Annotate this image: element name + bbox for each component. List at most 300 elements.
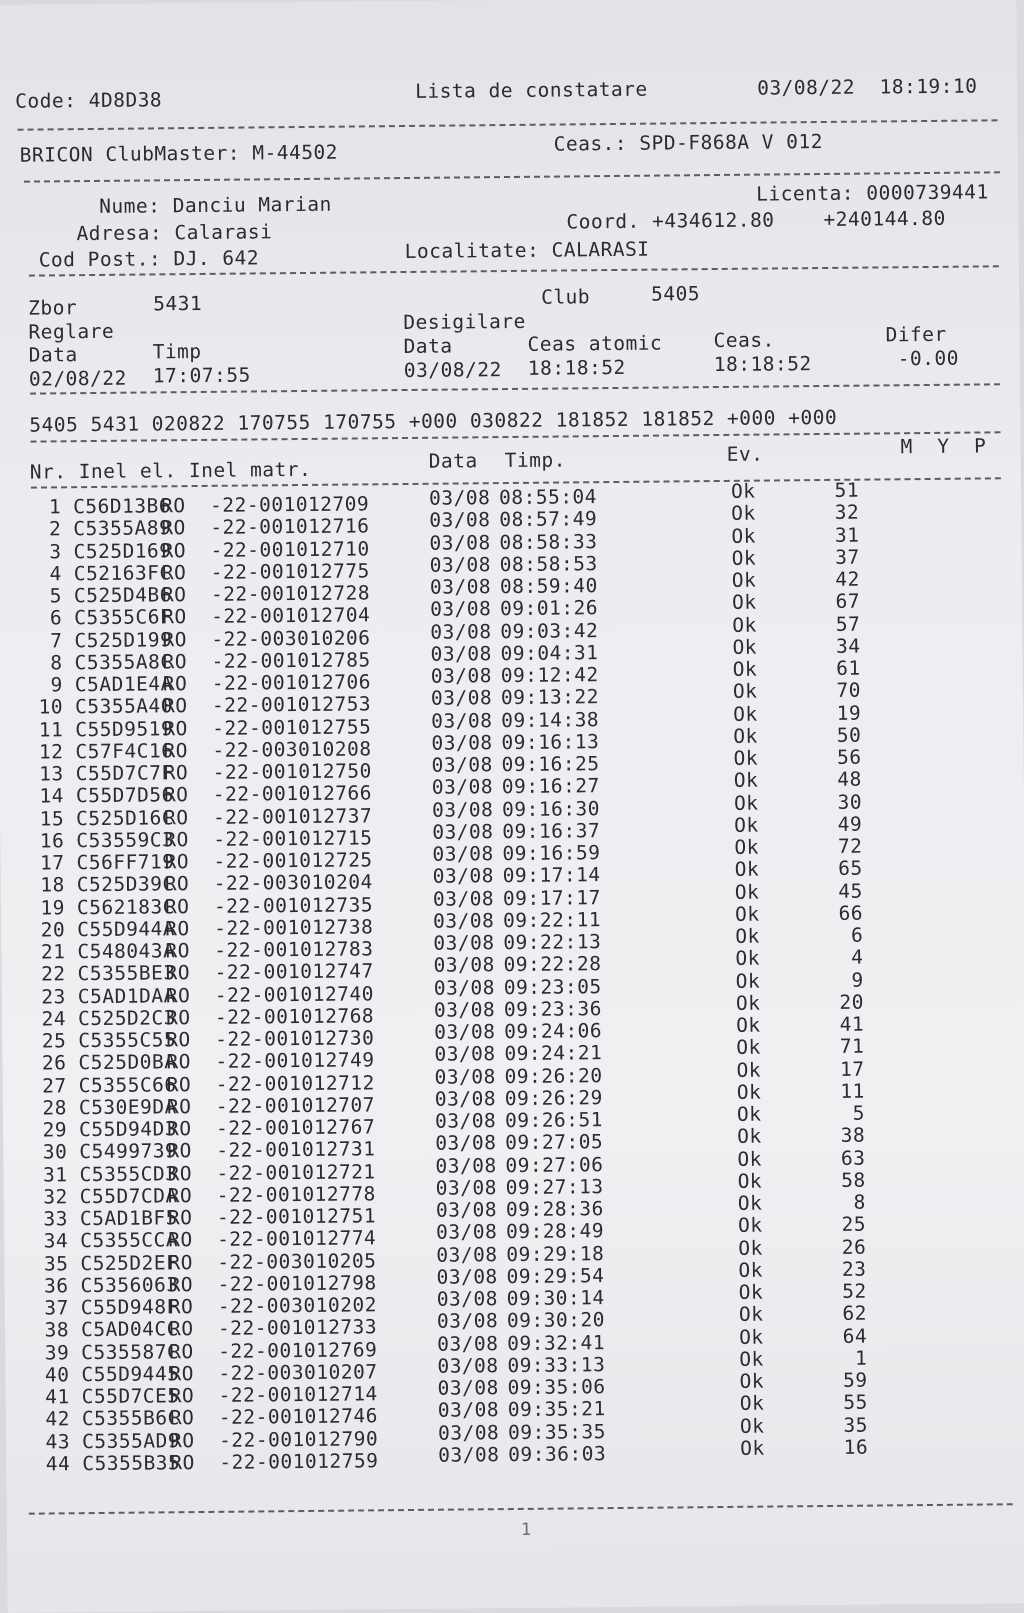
position-number: 41 — [839, 1012, 865, 1036]
arrival-date: 03/08 — [437, 1376, 499, 1400]
row-number: 37 — [44, 1296, 69, 1320]
arrival-date: 03/08 — [437, 1331, 499, 1356]
arrival-time: 09:23:36 — [503, 996, 602, 1021]
electronic-ring: C5355B35 — [82, 1450, 181, 1475]
position-number: 42 — [835, 567, 860, 591]
row-number: 29 — [42, 1118, 68, 1142]
document-title: Lista de constatare — [415, 77, 648, 103]
row-number: 36 — [44, 1274, 69, 1298]
ring-registration: RO -22-001012785 — [162, 648, 371, 674]
arrival-time: 09:35:06 — [507, 1375, 606, 1400]
electronic-ring: C525D169 — [73, 538, 172, 563]
event-status: Ok — [732, 635, 758, 659]
arrival-time: 08:59:40 — [499, 574, 598, 599]
arrival-time: 08:58:53 — [499, 551, 598, 576]
ring-registration: RO -22-001012775 — [161, 559, 370, 585]
row-number: 23 — [41, 984, 66, 1009]
row-number: 11 — [38, 717, 64, 742]
row-number: 19 — [40, 895, 66, 920]
arrival-date: 03/08 — [429, 552, 492, 577]
arrival-date: 03/08 — [435, 1198, 498, 1222]
print-datetime: 03/08/22 18:19:10 — [757, 74, 978, 100]
event-status: Ok — [737, 1191, 763, 1215]
ring-registration: RO -22-001012790 — [169, 1426, 379, 1452]
electronic-ring: C535587C — [81, 1339, 180, 1364]
arrival-time: 09:28:49 — [505, 1219, 605, 1244]
electronic-ring: C55D94D3 — [78, 1117, 178, 1142]
atomic-clock-label: Ceas atomic — [527, 331, 663, 356]
row-number: 2 — [48, 517, 62, 541]
arrival-time: 09:24:06 — [504, 1019, 603, 1044]
arrival-time: 09:17:17 — [502, 885, 601, 910]
position-number: 65 — [838, 856, 863, 881]
arrival-date: 03/08 — [428, 486, 491, 510]
locality: Localitate: CALARASI — [404, 237, 650, 264]
electronic-ring: C5355C55 — [78, 1028, 177, 1053]
arrival-time: 09:16:30 — [501, 796, 601, 821]
electronic-ring: C57F4C16 — [75, 738, 174, 763]
ring-registration: RO -22-001012753 — [162, 692, 372, 718]
electronic-ring: C55D7D56 — [75, 783, 174, 808]
arrival-date: 03/08 — [437, 1353, 499, 1378]
arrival-date: 03/08 — [431, 730, 493, 755]
electronic-ring: C5356063 — [80, 1272, 179, 1297]
position-number: 30 — [837, 790, 863, 814]
arrival-time: 09:29:18 — [506, 1241, 605, 1266]
arrival-time: 09:27:13 — [505, 1174, 604, 1199]
ring-registration: RO -22-001012716 — [161, 514, 370, 540]
arrival-time: 09:28:36 — [505, 1197, 604, 1222]
electronic-ring: C5355A40 — [74, 694, 174, 719]
position-number: 1 — [854, 1346, 868, 1370]
ring-registration: RO -22-001012731 — [167, 1137, 376, 1163]
arrival-time: 09:22:28 — [503, 952, 602, 977]
event-status: Ok — [732, 657, 758, 681]
position-number: 9 — [851, 968, 864, 992]
row-number: 27 — [42, 1073, 67, 1098]
electronic-ring: C525D2C3 — [77, 1005, 177, 1030]
electronic-ring: C525D2EF — [80, 1250, 179, 1275]
position-number: 72 — [837, 834, 863, 858]
arrival-date: 03/08 — [434, 1020, 496, 1044]
arrival-time: 09:01:26 — [500, 596, 599, 621]
setting-date: 02/08/22 — [28, 366, 127, 391]
ring-registration: RO -22-001012749 — [166, 1048, 375, 1074]
unsealing-date-label: Data — [403, 334, 453, 359]
arrival-date: 03/08 — [432, 819, 494, 844]
position-number: 45 — [838, 879, 863, 903]
position-number: 71 — [839, 1034, 865, 1059]
event-status: Ok — [732, 679, 758, 704]
row-number: 12 — [38, 740, 64, 764]
event-status: Ok — [734, 857, 760, 882]
license-number: Licenta: 0000739441 — [756, 180, 989, 206]
electronic-ring: C55D9519 — [75, 716, 174, 741]
position-number: 8 — [853, 1190, 866, 1214]
arrival-time: 09:29:54 — [506, 1263, 605, 1288]
position-number: 37 — [835, 545, 860, 569]
arrival-date: 03/08 — [434, 1109, 497, 1133]
ring-registration: RO -22-003010207 — [169, 1360, 378, 1386]
event-status: Ok — [737, 1169, 763, 1193]
arrival-date: 03/08 — [431, 708, 493, 733]
setting-time: 17:07:55 — [152, 363, 251, 388]
event-status: Ok — [738, 1302, 764, 1327]
code-label: Code: 4D8D38 — [15, 88, 163, 113]
arrival-date: 03/08 — [435, 1175, 497, 1200]
table-header-event: Ev. — [726, 442, 764, 466]
row-number: 14 — [39, 784, 65, 808]
position-number: 23 — [841, 1257, 867, 1281]
position-number: 70 — [836, 678, 862, 703]
electronic-ring: C525D4B6 — [73, 583, 173, 608]
table-header-date: Data — [428, 449, 478, 473]
ring-registration: RO -22-003010202 — [168, 1293, 378, 1319]
electronic-ring: C5355A8C — [74, 650, 173, 674]
arrival-time: 09:27:05 — [505, 1130, 604, 1155]
position-number: 31 — [834, 523, 860, 547]
ring-registration: RO -22-001012733 — [168, 1315, 378, 1341]
event-status: Ok — [735, 991, 761, 1015]
separator — [17, 119, 997, 130]
arrival-date: 03/08 — [438, 1442, 500, 1467]
event-status: Ok — [739, 1325, 764, 1349]
event-status: Ok — [737, 1147, 763, 1171]
arrival-time: 09:35:21 — [507, 1397, 606, 1422]
ring-registration: RO -22-001012714 — [169, 1382, 378, 1408]
event-status: Ok — [739, 1347, 764, 1371]
row-number: 7 — [50, 628, 63, 652]
electronic-ring: C5AD1DAA — [77, 983, 176, 1008]
event-status: Ok — [734, 813, 759, 837]
row-number: 35 — [43, 1251, 69, 1276]
ring-registration: RO -22-001012746 — [169, 1404, 379, 1430]
position-number: 64 — [842, 1324, 868, 1348]
row-number: 8 — [50, 651, 63, 675]
arrival-date: 03/08 — [436, 1309, 499, 1333]
electronic-ring: C5355C6F — [74, 605, 173, 630]
position-number: 66 — [838, 901, 864, 925]
row-number: 41 — [45, 1385, 70, 1409]
row-number: 38 — [44, 1318, 70, 1342]
ring-registration: RO -22-001012725 — [164, 848, 373, 874]
setting-time-label: Timp — [152, 339, 202, 364]
ring-registration: RO -22-001012747 — [165, 959, 374, 985]
row-number: 44 — [45, 1452, 71, 1476]
arrival-time: 09:30:14 — [506, 1286, 605, 1311]
setting-date-label: Data — [28, 343, 78, 367]
ring-registration: RO -22-001012798 — [168, 1271, 377, 1297]
position-number: 59 — [842, 1368, 868, 1392]
arrival-time: 08:58:33 — [499, 529, 598, 554]
arrival-time: 09:36:03 — [508, 1441, 607, 1466]
electronic-ring: C5355A89 — [73, 516, 172, 541]
arrival-date: 03/08 — [434, 1086, 497, 1111]
flight-label: Zbor — [28, 296, 78, 320]
position-number: 48 — [837, 767, 862, 792]
position-number: 34 — [835, 634, 861, 658]
electronic-ring: C525D0BA — [78, 1050, 177, 1075]
position-number: 11 — [840, 1079, 865, 1103]
ring-registration: RO -22-003010206 — [162, 625, 371, 651]
electronic-ring: C5AD04CC — [80, 1317, 180, 1342]
clock-time: 18:18:52 — [713, 352, 812, 377]
ring-registration: RO -22-001012707 — [166, 1093, 376, 1119]
row-number: 33 — [43, 1207, 69, 1231]
ring-registration: RO -22-001012774 — [168, 1226, 377, 1252]
arrival-date: 03/08 — [433, 975, 496, 1000]
arrival-date: 03/08 — [430, 664, 493, 688]
arrival-date: 03/08 — [433, 997, 496, 1022]
electronic-ring: C55D948F — [80, 1295, 179, 1320]
row-number: 5 — [49, 584, 63, 608]
arrival-date: 03/08 — [434, 1042, 496, 1067]
electronic-ring: C55D7C7F — [75, 761, 174, 786]
arrival-time: 09:16:13 — [501, 729, 600, 754]
electronic-ring: C56D13B6 — [73, 494, 172, 519]
row-number: 40 — [44, 1363, 70, 1387]
event-status: Ok — [737, 1213, 763, 1238]
arrival-time: 09:16:37 — [502, 818, 601, 843]
position-number: 52 — [842, 1279, 867, 1303]
ring-registration: RO -22-001012755 — [163, 714, 372, 740]
row-number: 16 — [39, 829, 65, 853]
arrival-time: 09:32:41 — [507, 1330, 606, 1355]
electronic-ring: C5355B6C — [81, 1406, 180, 1431]
event-status: Ok — [734, 902, 760, 926]
difference-label: Difer — [885, 322, 947, 347]
ring-registration: RO -22-001012766 — [163, 781, 373, 807]
owner-address: Adresa: Calarasi — [76, 220, 273, 246]
unsealing-date: 03/08/22 — [403, 358, 502, 383]
event-status: Ok — [734, 835, 760, 859]
position-number: 57 — [835, 612, 861, 636]
arrival-time: 09:16:27 — [501, 774, 600, 799]
electronic-ring: C55D7CE5 — [81, 1384, 180, 1409]
postal-code: Cod Post.: DJ. 642 — [38, 246, 260, 272]
ring-registration: RO -22-001012751 — [167, 1204, 377, 1230]
ring-registration: RO -22-001012728 — [161, 581, 371, 607]
arrival-date: 03/08 — [435, 1131, 497, 1156]
club-label: Club — [541, 285, 591, 309]
ring-registration: RO -22-001012735 — [164, 892, 374, 918]
event-status: Ok — [739, 1414, 765, 1438]
atomic-time: 18:18:52 — [527, 355, 626, 380]
clock-label: Ceas. — [713, 328, 775, 353]
event-status: Ok — [740, 1436, 765, 1460]
electronic-ring: C56FF719 — [76, 850, 175, 875]
event-status: Ok — [731, 568, 757, 592]
row-number: 25 — [41, 1029, 67, 1053]
ring-registration: RO -22-001012730 — [166, 1026, 375, 1052]
event-status: Ok — [735, 924, 760, 948]
position-number: 16 — [843, 1435, 869, 1459]
separator — [29, 1503, 1013, 1514]
position-number: 20 — [839, 990, 865, 1014]
arrival-date: 03/08 — [435, 1153, 497, 1178]
arrival-date: 03/08 — [433, 953, 495, 978]
arrival-date: 03/08 — [430, 619, 492, 644]
position-number: 38 — [840, 1123, 866, 1148]
arrival-date: 03/08 — [434, 1064, 496, 1089]
position-number: 25 — [841, 1212, 867, 1237]
arrival-time: 09:16:59 — [502, 841, 601, 866]
ring-registration: RO -22-001012740 — [165, 981, 375, 1007]
arrival-date: 03/08 — [429, 575, 492, 599]
row-number: 3 — [49, 539, 62, 563]
row-number: 43 — [45, 1429, 71, 1454]
electronic-ring: C52163FC — [73, 561, 172, 585]
event-status: Ok — [733, 702, 758, 726]
event-status: Ok — [730, 479, 756, 503]
event-status: Ok — [732, 613, 757, 637]
row-number: 24 — [41, 1007, 67, 1031]
event-status: Ok — [737, 1124, 762, 1149]
coordinates: Coord. +434612.80 +240144.80 — [566, 206, 946, 234]
arrival-date: 03/08 — [433, 931, 495, 955]
event-status: Ok — [731, 546, 757, 570]
ring-registration: RO -22-001012767 — [166, 1115, 376, 1141]
arrival-time: 08:57:49 — [499, 507, 598, 532]
electronic-ring: C5355BE3 — [77, 961, 176, 986]
row-number: 21 — [40, 940, 66, 964]
ring-registration: RO -22-001012750 — [163, 759, 372, 785]
flight-number: 5431 — [153, 291, 203, 316]
row-number: 42 — [45, 1407, 70, 1431]
event-status: Ok — [733, 791, 759, 815]
arrival-date: 03/08 — [432, 886, 495, 911]
position-number: 32 — [834, 500, 860, 525]
electronic-ring: C53559C3 — [76, 827, 175, 852]
electronic-ring: C5AD1BF5 — [79, 1206, 178, 1231]
electronic-ring: C530E9DA — [78, 1094, 177, 1119]
arrival-date: 03/08 — [431, 797, 494, 822]
table-header-myp: M Y P — [900, 434, 987, 459]
ring-registration: RO -22-003010205 — [168, 1248, 377, 1274]
arrival-time: 09:16:25 — [501, 752, 600, 777]
position-number: 5 — [852, 1101, 866, 1125]
event-status: Ok — [731, 524, 757, 548]
event-status: Ok — [731, 590, 757, 615]
event-status: Ok — [733, 746, 759, 770]
row-number: 39 — [44, 1340, 70, 1365]
electronic-ring: C5499739 — [79, 1139, 178, 1164]
clubmaster-label: BRICON ClubMaster: M-44502 — [19, 140, 339, 167]
arrival-date: 03/08 — [435, 1220, 498, 1244]
unsealing-label: Desigilare — [403, 309, 526, 335]
arrival-time: 09:03:42 — [500, 618, 599, 643]
arrival-date: 03/08 — [430, 597, 492, 622]
electronic-ring: C5355C66 — [78, 1072, 177, 1097]
position-number: 35 — [843, 1413, 869, 1437]
arrival-time: 09:23:05 — [503, 974, 602, 999]
ring-registration: RO -22-001012712 — [166, 1070, 375, 1096]
ring-registration: RO -22-001012783 — [165, 937, 374, 963]
difference-value: -0.00 — [897, 346, 960, 371]
event-status: Ok — [736, 1058, 762, 1082]
arrival-time: 09:35:35 — [507, 1419, 607, 1444]
arrival-date: 03/08 — [436, 1264, 498, 1289]
event-status: Ok — [735, 969, 761, 993]
row-number: 1 — [48, 495, 62, 519]
position-number: 63 — [840, 1146, 866, 1170]
event-status: Ok — [733, 724, 758, 748]
arrival-time: 09:22:11 — [503, 907, 602, 932]
arrival-time: 09:17:14 — [502, 863, 601, 888]
row-number: 32 — [43, 1185, 68, 1209]
table-header-main: Nr. Inel el. Inel matr. — [29, 457, 312, 484]
arrival-time: 09:26:20 — [504, 1063, 603, 1088]
ring-registration: RO -22-001012721 — [167, 1159, 376, 1185]
row-number: 13 — [39, 762, 64, 786]
electronic-ring: C525D199 — [74, 627, 173, 652]
electronic-ring: C55D944A — [77, 916, 176, 941]
event-status: Ok — [735, 946, 761, 971]
row-number: 15 — [39, 806, 65, 831]
arrival-time: 09:22:13 — [503, 930, 602, 955]
position-number: 50 — [836, 723, 862, 747]
ring-registration: RO -22-001012715 — [164, 826, 373, 852]
summary-line: 5405 5431 020822 170755 170755 +000 030822 181852 181852 +000 +000 — [29, 405, 838, 437]
clock-device-label: Ceas.: SPD-F868A V 012 — [553, 129, 824, 156]
ring-registration: RO -22-001012769 — [169, 1337, 378, 1363]
setting-label: Reglare — [28, 319, 115, 344]
position-number: 58 — [841, 1168, 866, 1192]
position-number: 19 — [836, 701, 862, 725]
arrival-date: 03/08 — [431, 753, 493, 777]
row-number: 4 — [49, 562, 62, 586]
arrival-date: 03/08 — [433, 908, 495, 933]
event-status: Ok — [736, 1013, 761, 1037]
arrival-time: 09:30:20 — [506, 1308, 605, 1333]
row-number: 9 — [50, 673, 63, 697]
arrival-date: 03/08 — [437, 1398, 500, 1422]
arrival-time: 09:26:51 — [504, 1108, 604, 1133]
owner-name: Nume: Danciu Marian — [99, 192, 332, 218]
row-number: 28 — [42, 1096, 68, 1120]
ring-registration: RO -22-001012737 — [164, 803, 373, 829]
table-header-time: Timp. — [504, 448, 567, 473]
electronic-ring: C55D7CDA — [79, 1183, 178, 1208]
arrival-time: 09:12:42 — [500, 663, 599, 688]
row-number: 30 — [42, 1140, 68, 1164]
arrival-time: 09:24:21 — [504, 1041, 603, 1066]
arrival-date: 03/08 — [436, 1242, 498, 1267]
club-number: 5405 — [651, 282, 701, 306]
position-number: 4 — [851, 945, 864, 970]
electronic-ring: C548043A — [77, 939, 176, 964]
position-number: 67 — [835, 589, 861, 614]
arrival-time: 09:04:31 — [500, 640, 599, 665]
position-number: 61 — [836, 656, 861, 680]
ring-registration: RO -22-003010208 — [163, 737, 372, 763]
arrival-time: 09:26:29 — [504, 1085, 603, 1110]
arrival-time: 09:27:06 — [505, 1152, 604, 1177]
electronic-ring: C5355CD3 — [79, 1161, 178, 1186]
event-status: Ok — [736, 1080, 762, 1104]
position-number: 62 — [842, 1301, 868, 1326]
ring-registration: RO -22-001012738 — [165, 915, 374, 941]
position-number: 6 — [850, 923, 864, 947]
page-number: 1 — [520, 1519, 532, 1540]
ring-registration: RO -22-001012710 — [161, 536, 370, 562]
arrival-date: 03/08 — [432, 842, 494, 866]
arrival-date: 03/08 — [429, 508, 491, 533]
electronic-ring: C5355AD9 — [81, 1428, 181, 1453]
event-status: Ok — [738, 1280, 764, 1304]
arrival-date: 03/08 — [437, 1420, 500, 1445]
row-number: 20 — [40, 918, 66, 942]
